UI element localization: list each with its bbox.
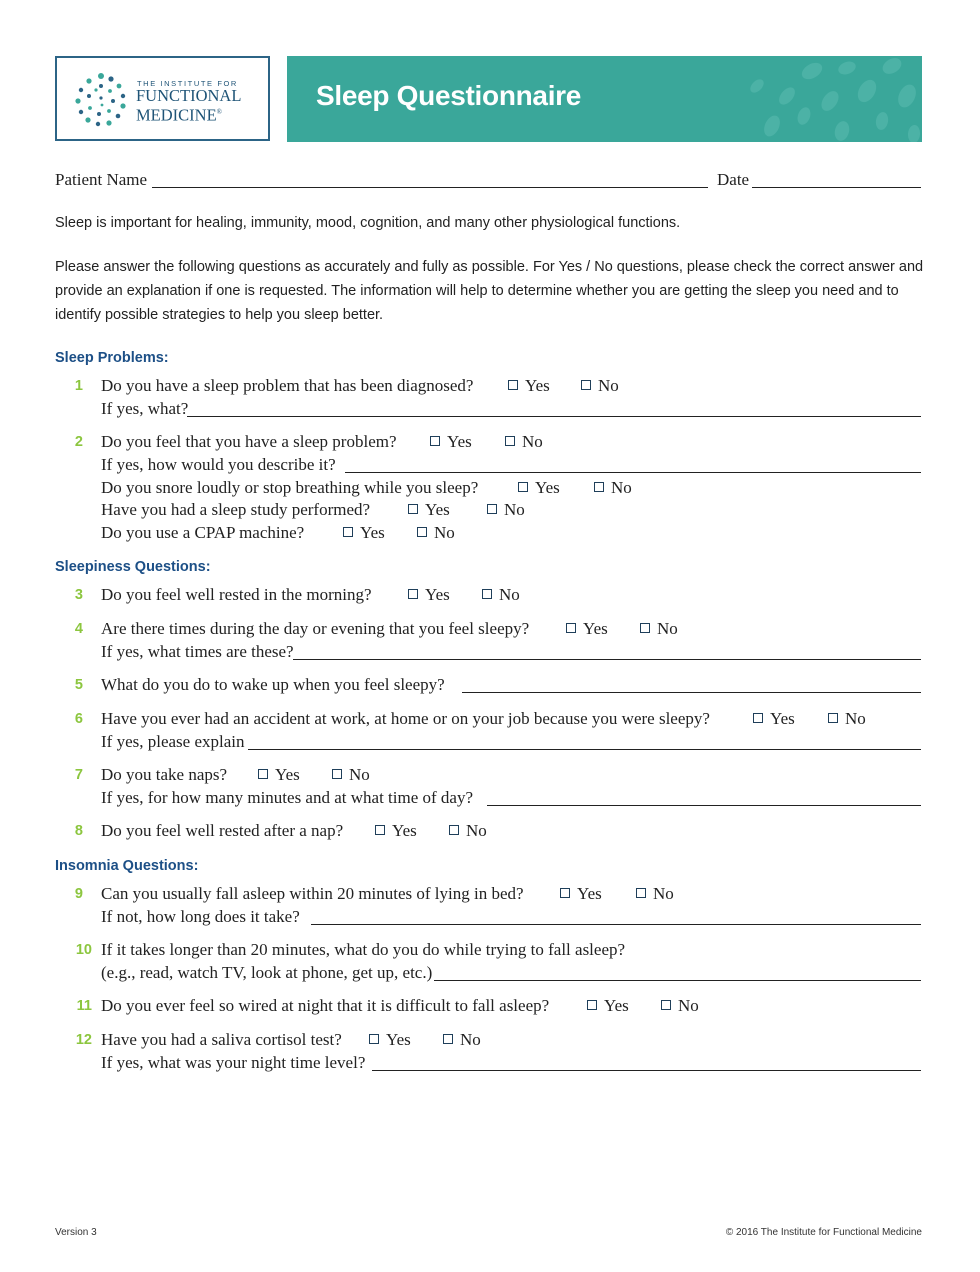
q12-yes-label: Yes [386,1030,411,1049]
q8-no-label: No [466,821,487,840]
q11-no-checkbox[interactable] [661,1000,671,1010]
question-6-followup: If yes, please explain [101,732,245,751]
q1-no-option[interactable] [581,376,619,396]
q4-yes-label: Yes [583,619,608,638]
question-number-7: 7 [74,767,83,783]
patient-name-field[interactable] [152,187,708,188]
q7-yes-label: Yes [275,765,300,784]
q1-yes-checkbox[interactable] [508,380,518,390]
footer-copyright: © 2016 The Institute for Functional Medicine [725,1227,922,1238]
question-number-1: 1 [74,378,83,394]
q12-no-option[interactable] [443,1030,481,1050]
q2c-yes-label: Yes [360,523,385,542]
q11-yes-label: Yes [604,996,629,1015]
q9-answer-line[interactable] [311,924,921,925]
q7-answer-line[interactable] [487,805,921,806]
q2a-yes-option[interactable] [518,478,560,498]
q8-yes-label: Yes [392,821,417,840]
question-8-text: Do you feel well rested after a nap? [101,821,344,840]
q3-no-option[interactable] [482,585,520,605]
question-number-4: 4 [74,621,83,637]
question-7-text: Do you take naps? [101,765,228,784]
question-number-3: 3 [74,587,83,603]
page-title: Sleep Questionnaire [316,80,582,111]
q3-no-label: No [499,585,520,604]
q2-yes-label: Yes [447,432,472,451]
q2b-yes-option[interactable] [408,500,450,520]
q7-yes-checkbox[interactable] [258,769,268,779]
q6-no-checkbox[interactable] [828,713,838,723]
q8-no-option[interactable] [449,821,487,841]
patient-name-label: Patient Name [55,170,148,189]
section-sleep-problems: Sleep Problems: [55,350,169,366]
q9-no-checkbox[interactable] [636,888,646,898]
question-number-11: 11 [76,998,92,1014]
q2-no-label: No [522,432,543,451]
q1-yes-option[interactable] [508,376,550,396]
question-1-followup: If yes, what? [101,399,189,418]
question-2-followup: If yes, how would you describe it? [101,455,336,474]
q3-no-checkbox[interactable] [482,589,492,599]
section-insomnia: Insomnia Questions: [55,858,199,874]
q11-yes-option[interactable] [587,996,629,1016]
q2-answer-line[interactable] [345,472,921,473]
q4-no-label: No [657,619,678,638]
q4-yes-checkbox[interactable] [566,623,576,633]
q7-yes-option[interactable] [258,765,300,785]
q1-no-checkbox[interactable] [581,380,591,390]
question-10-text: If it takes longer than 20 minutes, what do you do while trying to fall asleep? [101,940,626,959]
q1-yes-label: Yes [525,376,550,395]
title-banner [287,56,922,142]
q7-no-label: No [349,765,370,784]
q4-no-checkbox[interactable] [640,623,650,633]
question-12-text: Have you had a saliva cortisol test? [101,1030,342,1049]
q2b-yes-checkbox[interactable] [408,504,418,514]
question-3-text: Do you feel well rested in the morning? [101,585,372,604]
question-7-followup: If yes, for how many minutes and at what time of day? [101,788,474,807]
question-number-2: 2 [74,434,83,450]
q6-yes-option[interactable] [753,709,795,729]
q2a-no-label: No [611,478,632,497]
q6-no-label: No [845,709,866,728]
q8-no-checkbox[interactable] [449,825,459,835]
question-4-followup: If yes, what times are these? [101,642,294,661]
q2a-no-option[interactable] [594,478,632,498]
q7-no-checkbox[interactable] [332,769,342,779]
q9-no-option[interactable] [636,884,674,904]
q2a-no-checkbox[interactable] [594,482,604,492]
q2b-no-label: No [504,500,525,519]
q2-yes-checkbox[interactable] [430,436,440,446]
registered-mark: ® [216,108,222,116]
intro-paragraph-2: Please answer the following questions as accurately and fully as possible. For Yes / No questions, please check the correct answer and provide an explanation if one is requested. The information will help to determine whether you are getting the sleep you need and to identify possible strategies to help you sleep better. [55,259,924,323]
q4-answer-line[interactable] [293,659,921,660]
footer-version: Version 3 [55,1227,97,1238]
q9-no-label: No [653,884,674,903]
question-number-8: 8 [74,823,83,839]
date-label: Date [717,170,750,189]
q12-no-checkbox[interactable] [443,1034,453,1044]
q12-yes-checkbox[interactable] [369,1034,379,1044]
q9-yes-label: Yes [577,884,602,903]
question-number-9: 9 [74,886,83,902]
question-number-6: 6 [74,711,83,727]
decorative-dots-icon [742,56,922,142]
q2a-yes-checkbox[interactable] [518,482,528,492]
q2b-no-checkbox[interactable] [487,504,497,514]
q2b-yes-label: Yes [425,500,450,519]
q2a-yes-label: Yes [535,478,560,497]
question-number-10: 10 [75,942,92,958]
q4-no-option[interactable] [640,619,678,639]
q10-answer-line[interactable] [434,980,921,981]
question-1-text: Do you have a sleep problem that has been diagnosed? [101,376,474,395]
logo-wordmark [136,88,241,124]
q2c-no-option[interactable] [417,523,455,543]
question-9-followup: If not, how long does it take? [101,907,300,926]
q12-answer-line[interactable] [372,1070,921,1071]
question-12-followup: If yes, what was your night time level? [101,1053,366,1072]
q7-no-option[interactable] [332,765,370,785]
date-field[interactable] [752,187,921,188]
q5-answer-line[interactable] [462,692,921,693]
q8-yes-checkbox[interactable] [375,825,385,835]
q1-no-label: No [598,376,619,395]
question-number-12: 12 [75,1032,92,1048]
q11-no-option[interactable] [661,996,699,1016]
q12-yes-option[interactable] [369,1030,411,1050]
q6-answer-line[interactable] [248,749,921,750]
q2-no-checkbox[interactable] [505,436,515,446]
q1-answer-line[interactable] [187,416,921,417]
q2c-no-checkbox[interactable] [417,527,427,537]
q4-yes-option[interactable] [566,619,608,639]
question-number-5: 5 [74,677,83,693]
question-2-snore-text: Do you snore loudly or stop breathing while you sleep? [101,478,479,497]
q2-yes-option[interactable] [430,432,472,452]
logo-word-functional: FUNCTIONAL [136,86,242,105]
q3-yes-option[interactable] [408,585,450,605]
q3-yes-checkbox[interactable] [408,589,418,599]
question-11-text: Do you ever feel so wired at night that it is difficult to fall asleep? [101,996,550,1015]
q2b-no-option[interactable] [487,500,525,520]
q2c-no-label: No [434,523,455,542]
q6-yes-checkbox[interactable] [753,713,763,723]
question-2-sleep-study-text: Have you had a sleep study performed? [101,500,371,519]
logo-tagline: THE INSTITUTE FOR [137,79,238,88]
question-9-text: Can you usually fall asleep within 20 minutes of lying in bed? [101,884,524,903]
question-10-followup: (e.g., read, watch TV, look at phone, get up, etc.) [101,963,433,982]
q11-yes-checkbox[interactable] [587,1000,597,1010]
question-2-cpap-text: Do you use a CPAP machine? [101,523,305,542]
q9-yes-option[interactable] [560,884,602,904]
q2-no-option[interactable] [505,432,543,452]
q12-no-label: No [460,1030,481,1049]
question-4-text: Are there times during the day or evening that you feel sleepy? [101,619,530,638]
section-sleepiness: Sleepiness Questions: [55,559,211,575]
logo-word-medicine: MEDICINE [136,105,217,125]
q3-yes-label: Yes [425,585,450,604]
q9-yes-checkbox[interactable] [560,888,570,898]
question-2-text: Do you feel that you have a sleep problem? [101,432,397,451]
q2c-yes-checkbox[interactable] [343,527,353,537]
ifm-logo [55,56,270,141]
q6-yes-label: Yes [770,709,795,728]
q8-yes-option[interactable] [375,821,417,841]
q11-no-label: No [678,996,699,1015]
ifm-logo-mark-icon [71,70,131,130]
q2c-yes-option[interactable] [343,523,385,543]
q6-no-option[interactable] [828,709,866,729]
question-6-text: Have you ever had an accident at work, at home or on your job because you were sleepy? [101,709,710,728]
intro-paragraph-1: Sleep is important for healing, immunity, mood, cognition, and many other physiological functions. [55,215,681,231]
question-5-text: What do you do to wake up when you feel sleepy? [101,675,445,694]
